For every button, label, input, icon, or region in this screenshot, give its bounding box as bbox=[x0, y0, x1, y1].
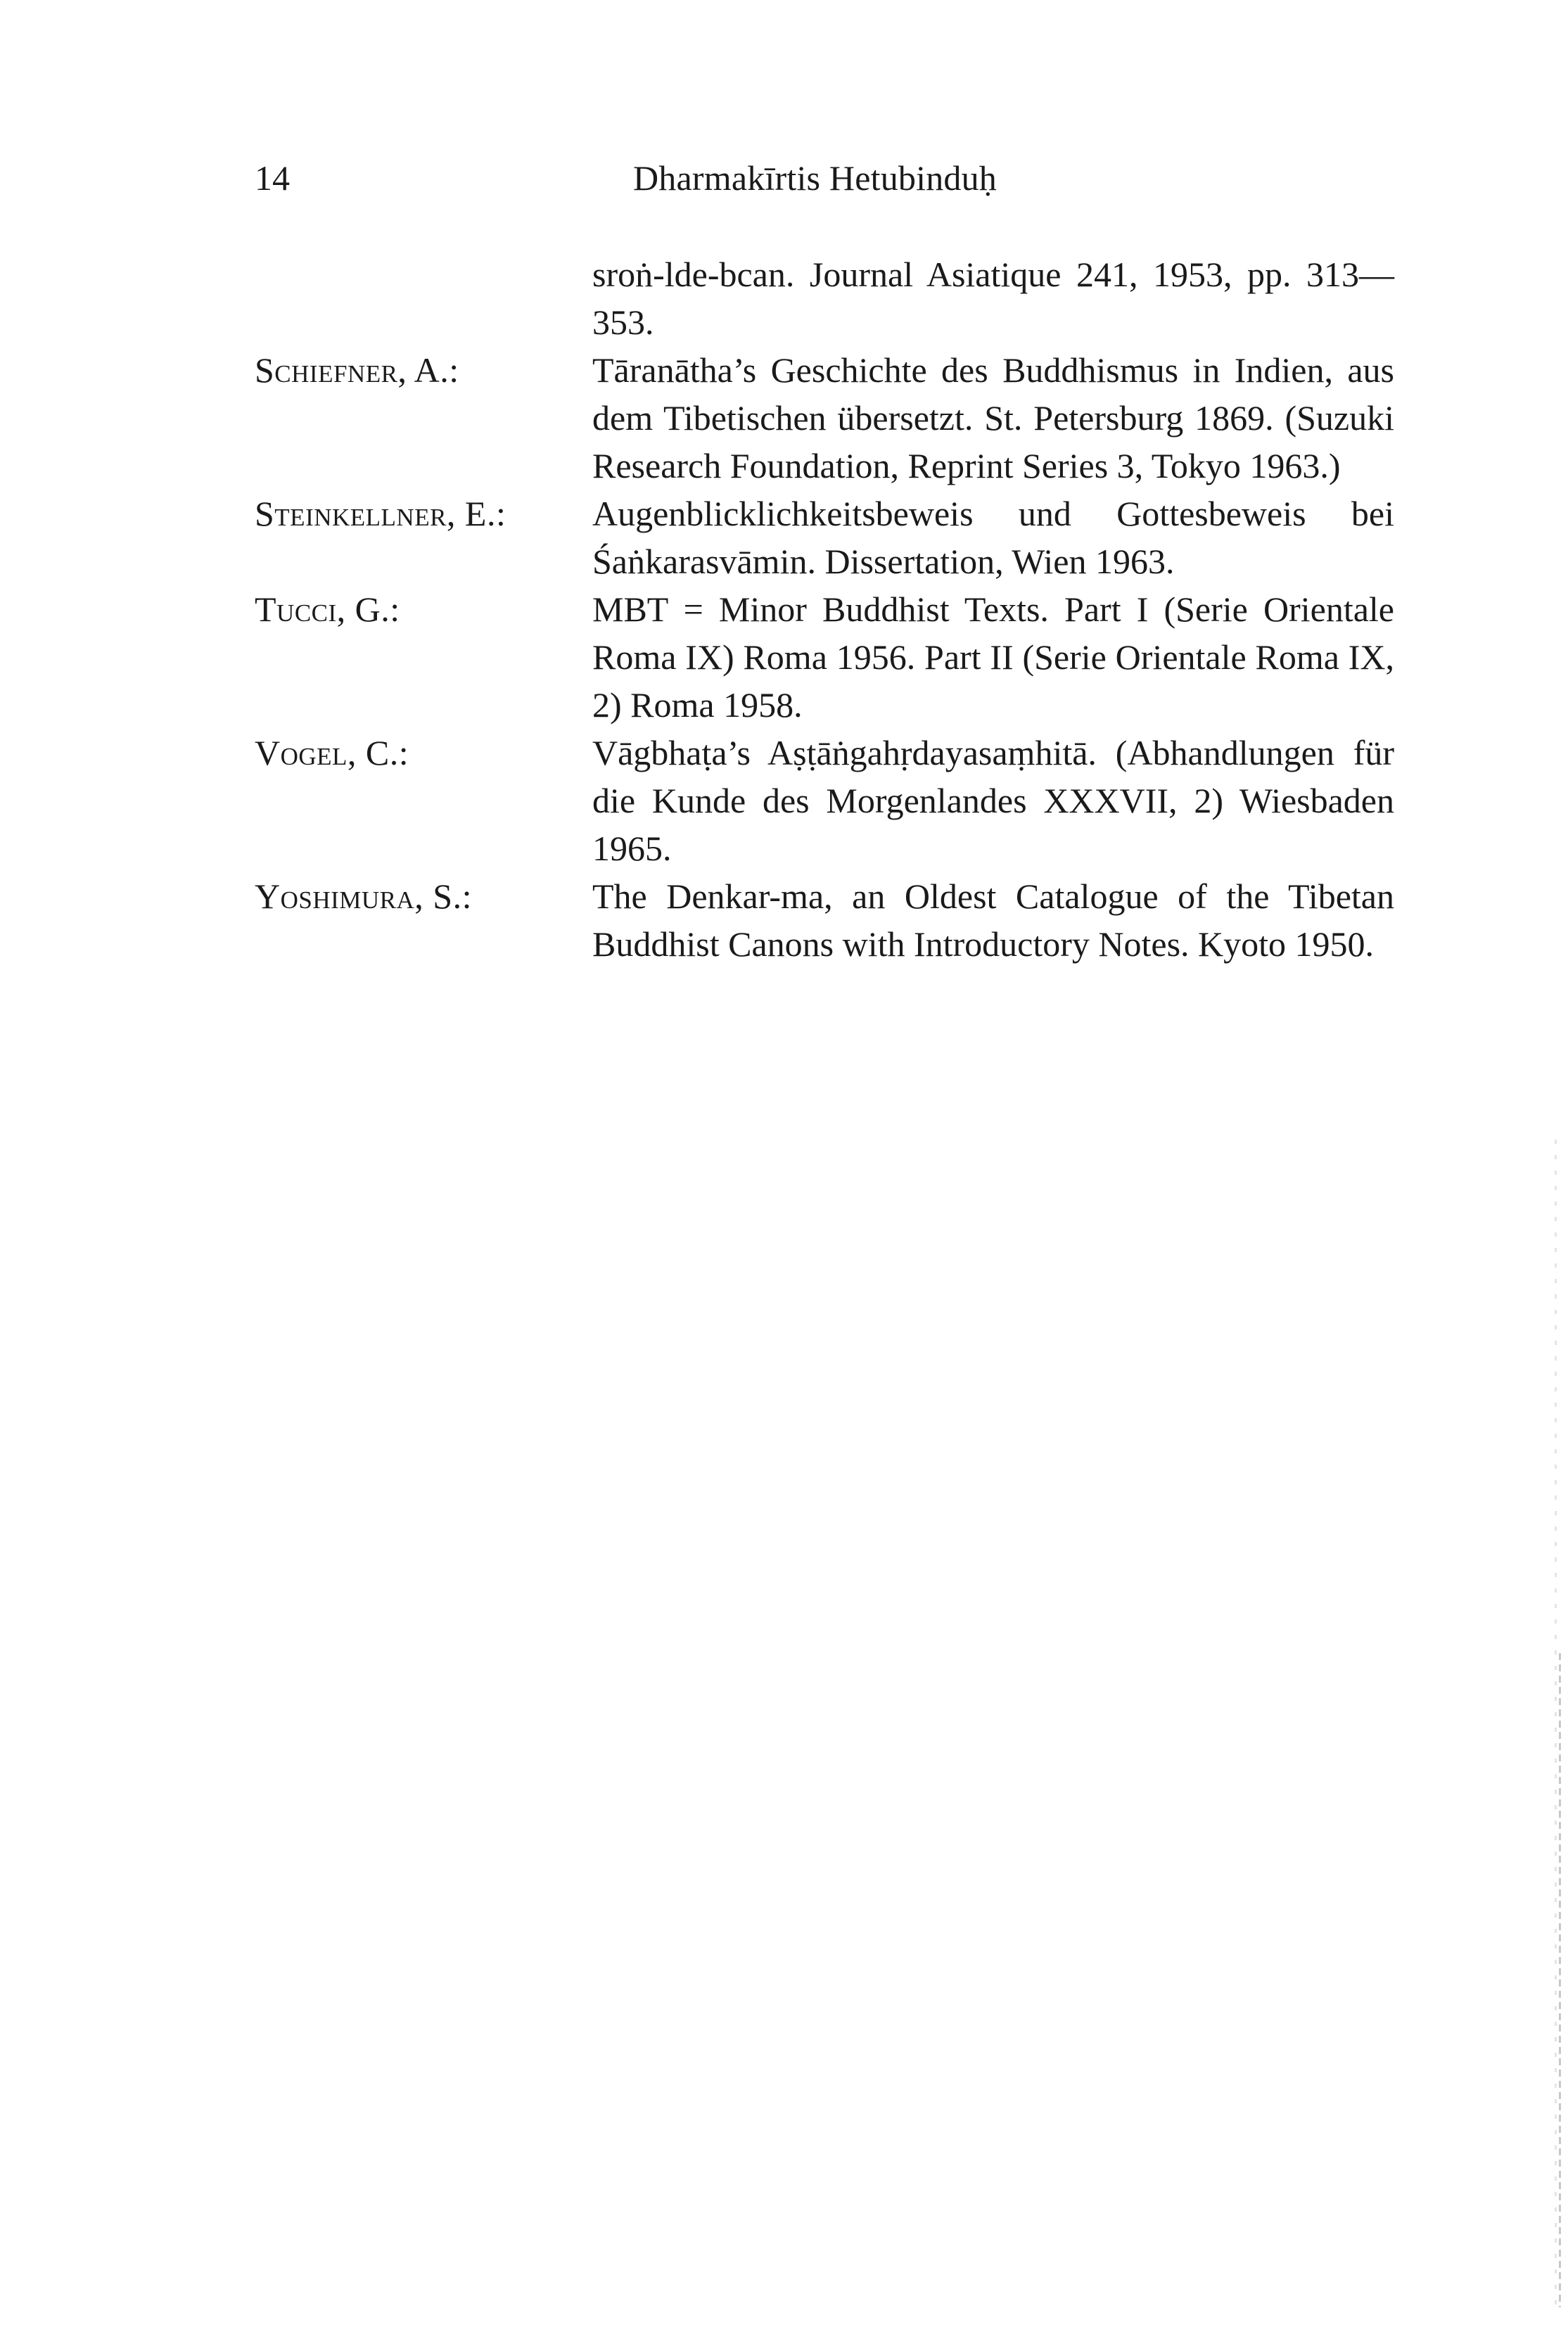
bibliography-entry bbox=[255, 250, 1394, 346]
bibliography-entry bbox=[255, 872, 1394, 968]
bibliography bbox=[255, 250, 1394, 968]
scan-edge-artifact bbox=[1559, 1653, 1561, 2307]
entry-author: Steinkellner, E.: bbox=[255, 494, 506, 533]
entry-reference: Augenblicklichkeitsbeweis und Gottesbeweis bei Śaṅkarasvāmin. Dissertation, Wien 1963. bbox=[592, 494, 1394, 581]
entry-reference: Tāranātha’s Geschichte des Buddhismus in Indien, aus dem Tibetischen übersetzt. St. Petersburg 1869. (Suzuki Research Foundation, Reprint Series 3, Tokyo 1963.) bbox=[592, 350, 1394, 485]
entry-author: Tucci, G.: bbox=[255, 589, 400, 629]
bibliography-entry bbox=[255, 346, 1394, 490]
entry-author: Vogel, C.: bbox=[255, 733, 409, 772]
bibliography-entry bbox=[255, 585, 1394, 729]
entry-reference: The Denkar-ma, an Oldest Catalogue of the Tibetan Buddhist Canons with Introductory Notes. Kyoto 1950. bbox=[592, 876, 1394, 964]
entry-author: Schiefner, A.: bbox=[255, 350, 459, 390]
entry-reference: MBT = Minor Buddhist Texts. Part I (Serie Orientale Roma IX) Roma 1956. Part II (Serie Orientale Roma IX, 2) Roma 1958. bbox=[592, 589, 1394, 725]
page-number: 14 bbox=[255, 158, 290, 198]
entry-author: Yoshimura, S.: bbox=[255, 876, 472, 916]
bibliography-entry bbox=[255, 490, 1394, 585]
entry-reference: sroṅ-lde-bcan. Journal Asiatique 241, 1953, pp. 313—353. bbox=[592, 255, 1394, 342]
running-head: Dharmakīrtis Hetubinduḥ bbox=[633, 158, 997, 198]
scan-edge-artifact bbox=[1555, 1140, 1557, 2307]
bibliography-entry bbox=[255, 729, 1394, 872]
entry-reference: Vāgbhaṭa’s Aṣṭāṅgahṛdayasaṃhitā. (Abhandlungen für die Kunde des Morgenlandes XXXVII, 2) Wiesbaden 1965. bbox=[592, 733, 1394, 868]
